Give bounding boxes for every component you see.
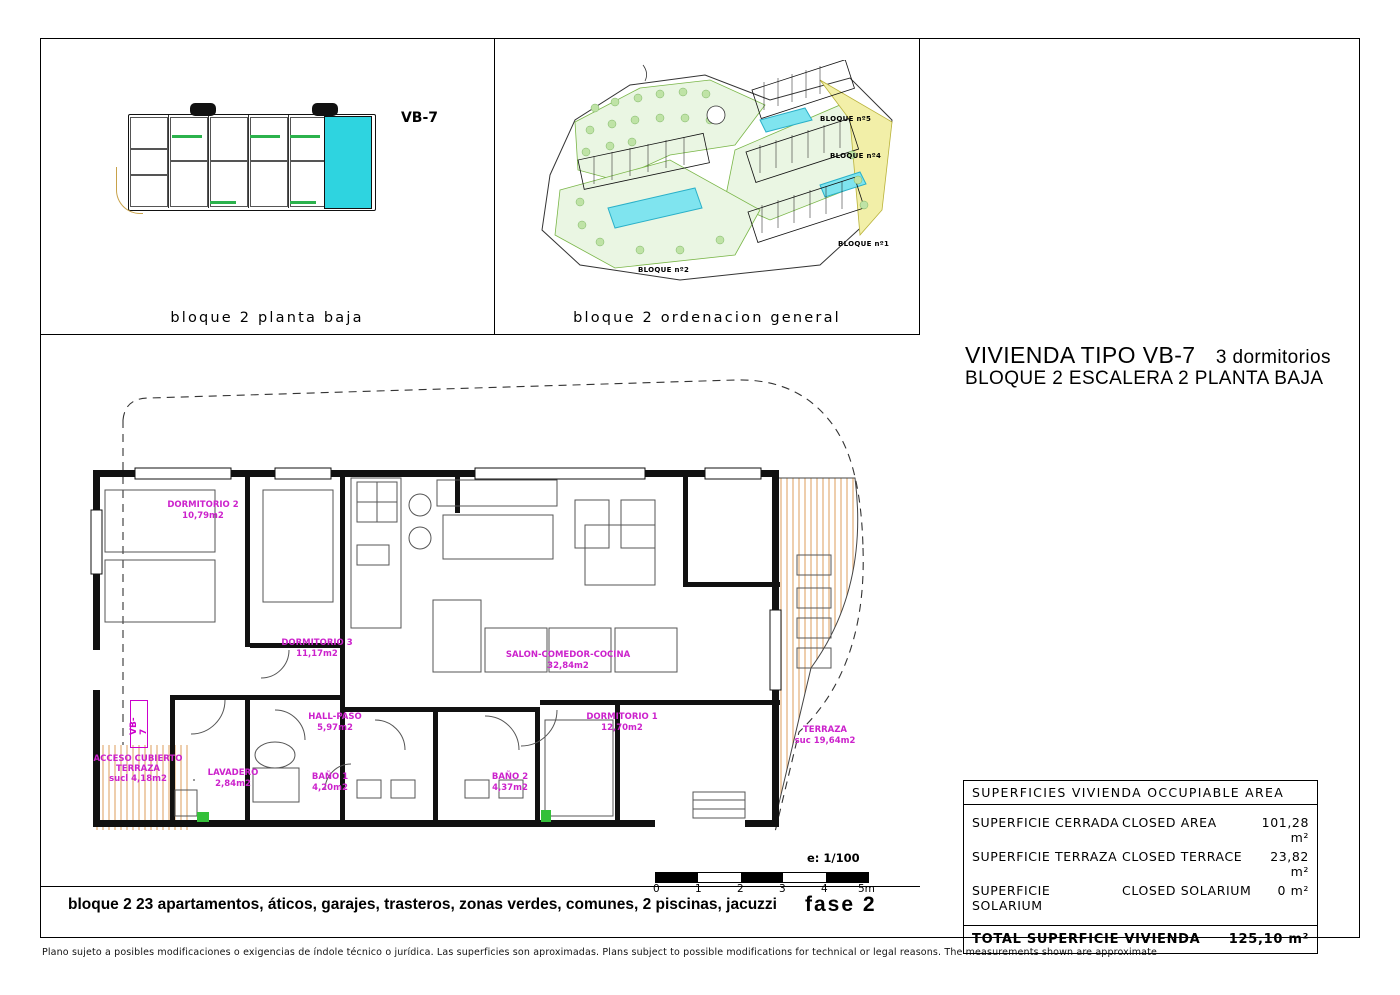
unit-tag-label: VB-7 [400,110,438,126]
surface-name-es: SUPERFICIE SOLARIUM [972,883,1051,913]
site-block-label: BLOQUE nº1 [838,240,890,248]
surface-name-en: CLOSED TERRACE [1122,849,1243,864]
room-name: DORMITORIO 2 [167,500,239,510]
footer-disclaimer: Plano sujeto a posibles modificaciones o exigencias de índole técnico o jurídica. Las superficies son aproximadas. Plans subject to possible modifications for technical or legal reasons. The measurements shown are approximate [42,947,1157,958]
room-name: HALL-PASO [308,712,362,722]
mini-block-diagram [90,105,438,210]
surfaces-table [963,780,1318,954]
room-area: 11,17m2 [296,648,338,659]
site-plan-svg [520,60,900,290]
site-plan-caption: bloque 2 ordenacion general [573,310,841,326]
room-area: sucl 4,18m2 [109,773,167,784]
scale-tick: 0 [653,883,660,895]
surfaces-total-row [963,926,1318,954]
room-area: 32,84m2 [547,660,589,671]
scale-tick: 2 [737,883,744,895]
main-floor-plan [75,360,885,850]
room-label-salon-comedor-cocina [483,650,653,671]
room-name: DORMITORIO 3 [281,638,353,648]
room-name: ACCESO CUBIERTO TERRAZA [93,754,183,774]
room-name: BAÑO 2 [491,772,529,782]
footer-block-summary: bloque 2 23 apartamentos, áticos, garajes, trasteros, zonas verdes, comunes, 2 piscinas, jacuzzi [68,896,777,913]
site-block-label: BLOQUE nº5 [820,115,872,123]
phase-label: fase 2 [805,893,877,916]
scale-bar-graphic [655,872,869,883]
surface-value: 101,28 m² [1261,815,1309,845]
scale-tick: 1 [695,883,702,895]
site-plan-drawing [520,60,900,290]
total-label: TOTAL SUPERFICIE VIVIENDA [972,932,1201,947]
block-plan-caption: bloque 2 planta baja [170,310,364,326]
plan-unit-tag [130,700,148,748]
room-area: 5,97m2 [317,722,353,733]
access-path [116,167,143,214]
room-label-lavadero [193,768,273,789]
car-icon [190,103,216,116]
room-area: 2,84m2 [215,778,251,789]
bedroom-count: 3 dormitorios [1215,347,1331,368]
room-area: 12,70m2 [601,722,643,733]
room-name: SALON-COMEDOR-COCINA [505,650,631,660]
room-label-hall-paso [280,712,390,733]
room-name: LAVADERO [207,768,259,778]
highlighted-unit [324,116,372,209]
room-name: BAÑO 1 [311,772,349,782]
surface-name-en: CLOSED SOLARIUM [1122,883,1252,898]
table-row [972,881,1309,915]
surfaces-table-body [963,805,1318,926]
plan-unit-tag-label: VB-7 [129,717,149,735]
total-value: 125,10 m² [1228,932,1309,947]
scale-tick: 3 [779,883,786,895]
scale-tick: 5m [858,883,875,895]
room-label-bano-1 [295,772,365,793]
surface-value: 23,82 m² [1270,849,1309,879]
car-icon [312,103,338,116]
surface-name-en: CLOSED AREA [1122,815,1217,830]
scale-tick: 4 [821,883,828,895]
table-row [972,813,1309,847]
scale-label: e: 1/100 [807,851,860,865]
site-block-label: BLOQUE nº4 [830,152,882,160]
footer-divider [40,886,920,887]
surface-name-es: SUPERFICIE TERRAZA [972,849,1118,864]
page-title [965,342,1331,369]
room-label-terraza [780,725,870,746]
room-name: DORMITORIO 1 [586,712,658,722]
surface-value: 0 m² [1277,883,1309,898]
unit-type-title: VIVIENDA TIPO VB-7 [965,342,1196,368]
room-label-dormitorio-1 [562,712,682,733]
room-label-dormitorio-2 [143,500,263,521]
page-subtitle: BLOQUE 2 ESCALERA 2 PLANTA BAJA [965,368,1324,389]
table-row [972,847,1309,881]
site-block-label: BLOQUE nº2 [638,266,690,274]
room-label-bano-2 [475,772,545,793]
surface-name-es: SUPERFICIE CERRADA [972,815,1120,830]
room-label-dormitorio-3 [257,638,377,659]
room-area: suc 19,64m2 [794,735,856,746]
room-area: 4,37m2 [492,782,528,793]
room-name: TERRAZA [802,725,847,735]
room-area: 4,20m2 [312,782,348,793]
room-area: 10,79m2 [182,510,224,521]
room-label-acceso-cubierto-terraza [93,755,183,784]
surfaces-table-header: SUPERFICIES VIVIENDA OCCUPIABLE AREA [963,780,1318,805]
